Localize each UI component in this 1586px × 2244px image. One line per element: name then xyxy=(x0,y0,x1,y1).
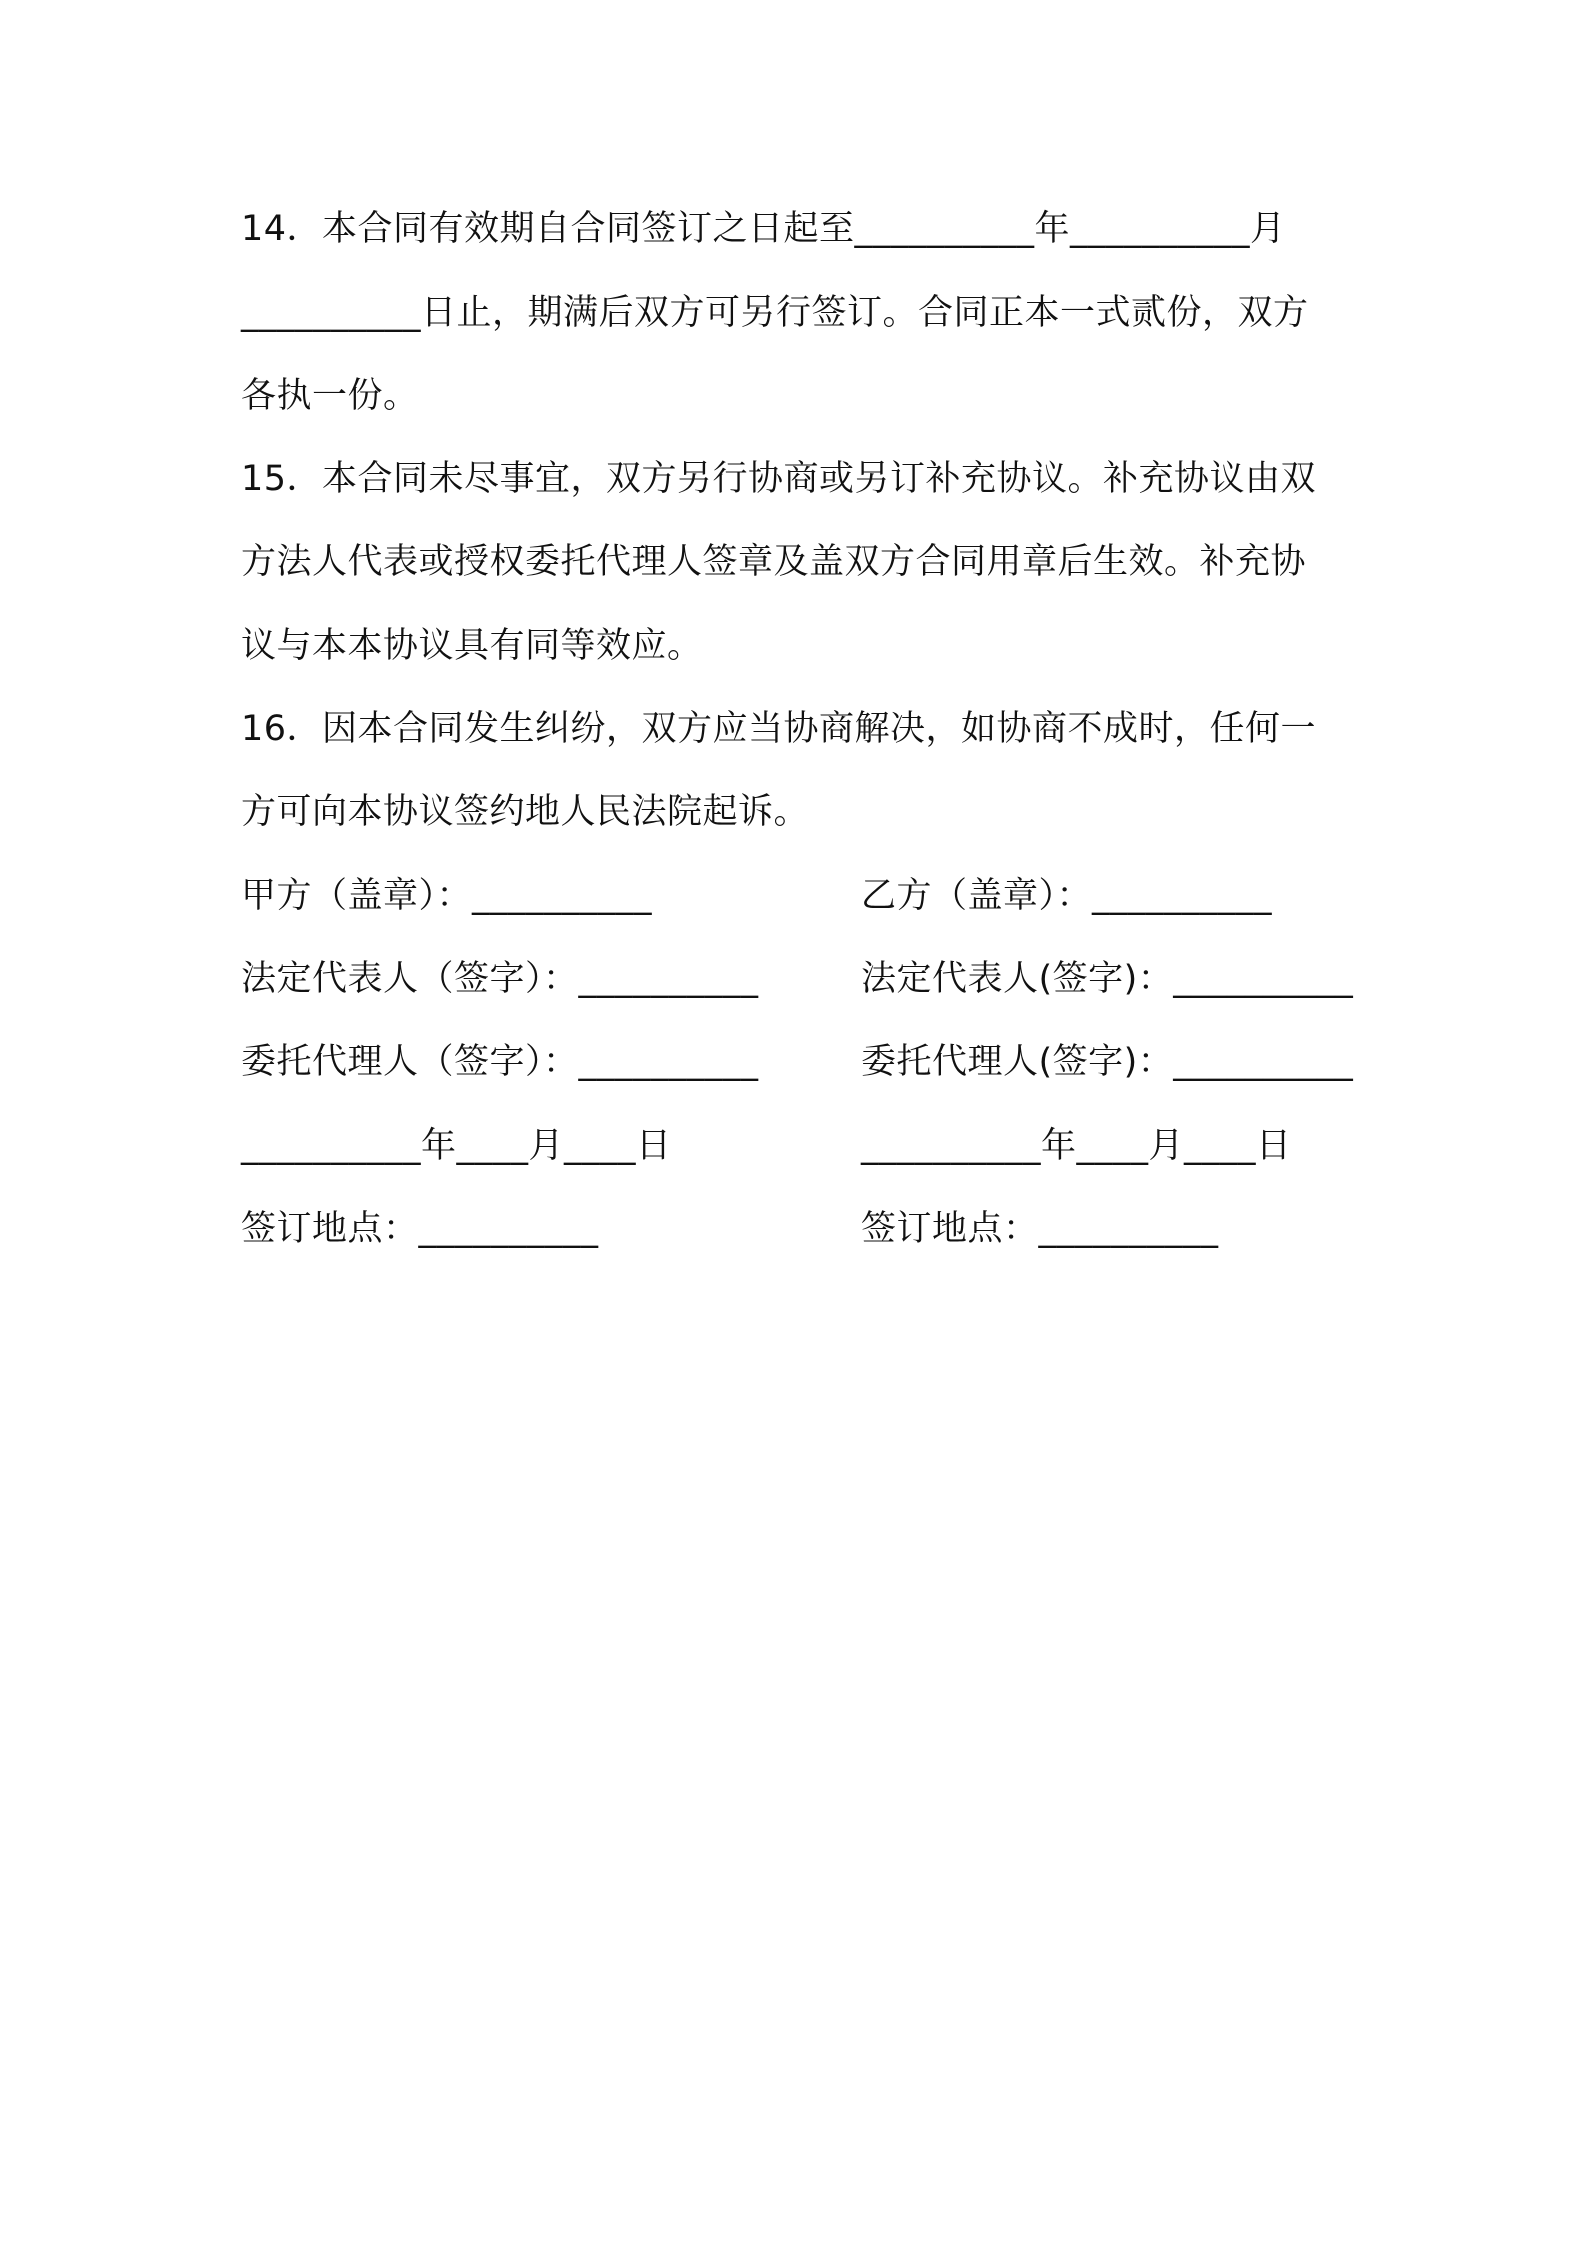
clause-15-line-2: 方法人代表或授权委托代理人签章及盖双方合同用章后生效。补充协 xyxy=(241,542,1307,582)
party-b-date: __________年____月____日 xyxy=(861,1126,1292,1166)
party-b-place: 签订地点：__________ xyxy=(861,1209,1219,1249)
clause-16-line-1: 16．因本合同发生纠纷，双方应当协商解决，如协商不成时，任何一 xyxy=(241,709,1317,749)
clause-14-line-3: 各执一份。 xyxy=(241,376,419,416)
clause-15-line-3: 议与本本协议具有同等效应。 xyxy=(241,626,703,666)
party-a-date: __________年____月____日 xyxy=(241,1126,672,1166)
party-a-legal-rep: 法定代表人（签字）：__________ xyxy=(241,959,759,999)
party-a-place: 签订地点：__________ xyxy=(241,1209,599,1249)
clause-14-line-1: 14．本合同有效期自合同签订之日起至__________年__________月 xyxy=(241,209,1286,249)
party-b-agent: 委托代理人(签字)：__________ xyxy=(861,1042,1354,1082)
clause-16-line-2: 方可向本协议签约地人民法院起诉。 xyxy=(241,792,810,832)
party-b-legal-rep: 法定代表人(签字)：__________ xyxy=(861,959,1354,999)
clause-14-line-2: __________日止，期满后双方可另行签订。合同正本一式贰份，双方 xyxy=(241,293,1309,333)
party-a-agent: 委托代理人（签字）：__________ xyxy=(241,1042,759,1082)
clause-15-line-1: 15．本合同未尽事宜，双方另行协商或另订补充协议。补充协议由双 xyxy=(241,459,1317,499)
party-b-seal: 乙方（盖章）：__________ xyxy=(861,876,1273,916)
party-a-seal: 甲方（盖章）：__________ xyxy=(241,876,653,916)
